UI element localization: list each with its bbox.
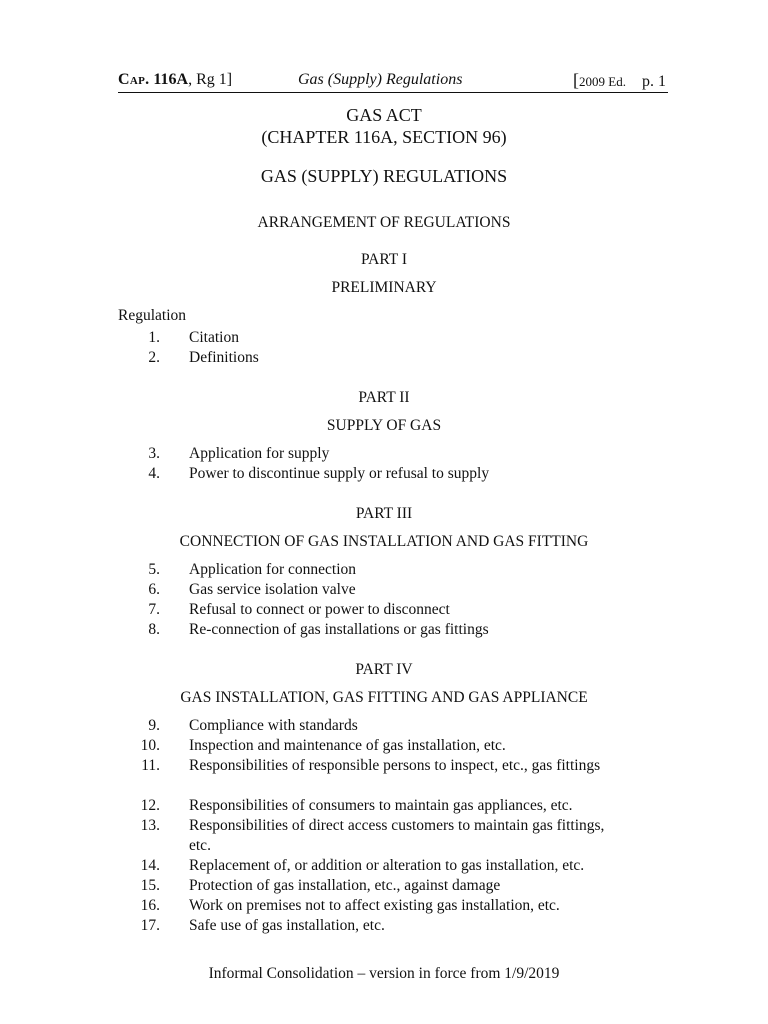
act-title: GAS ACT (346, 105, 422, 125)
part-heading: PRELIMINARY (331, 279, 437, 296)
toc-list-part-1 (0, 328, 768, 368)
part-heading: CONNECTION OF GAS INSTALLATION AND GAS FITTING (179, 533, 589, 550)
part-label: PART III (355, 505, 413, 522)
toc-item: 6. Gas service isolation valve (148, 581, 356, 598)
toc-list-part-3 (0, 560, 768, 640)
header-title: Gas (Supply) Regulations (298, 71, 463, 88)
toc-item: 1. Citation (148, 329, 239, 346)
toc-item: 2. Definitions (148, 349, 259, 366)
toc-list-part-2 (0, 444, 768, 484)
toc-item: 5. Application for connection (148, 561, 357, 578)
regulation-column-label: Regulation (118, 307, 187, 324)
toc-item: 9. Compliance with standards (148, 717, 358, 734)
regulations-title: GAS (SUPPLY) REGULATIONS (260, 166, 508, 186)
toc-item: 14. Replacement of, or addition or alteration to gas installation, etc. (140, 857, 585, 874)
toc-item: 11. Responsibilities of responsible persons to inspect, etc., gas fittings (141, 757, 601, 774)
running-header (118, 70, 668, 93)
part-label: PART II (358, 389, 410, 406)
toc-item: 13. Responsibilities of direct access customers to maintain gas fittings, etc. (140, 817, 605, 854)
toc-list-part-4 (0, 716, 768, 936)
arrangement-heading: ARRANGEMENT OF REGULATIONS (257, 214, 511, 231)
toc-item: 3. Application for supply (148, 445, 330, 462)
toc-item: 4. Power to discontinue supply or refusal to supply (148, 465, 490, 482)
act-chapter: (CHAPTER 116A, SECTION 96) (261, 127, 507, 147)
toc-item: 12. Responsibilities of consumers to maintain gas appliances, etc. (140, 797, 573, 814)
footer-consolidation-note: Informal Consolidation – version in force from 1/9/2019 (208, 965, 560, 982)
part-heading: GAS INSTALLATION, GAS FITTING AND GAS APPLIANCE (180, 689, 588, 706)
chapter-reference: Cap. 116A, Rg 1] (118, 71, 233, 88)
part-heading: SUPPLY OF GAS (326, 417, 442, 434)
toc-item: 16. Work on premises not to affect existing gas installation, etc. (140, 897, 560, 914)
page-number: p. 1 (642, 73, 666, 90)
edition-page: [2009 Ed. p. 1 (573, 70, 666, 90)
toc-item: 7. Refusal to connect or power to disconnect (148, 601, 450, 618)
toc-item: 15. Protection of gas installation, etc., against damage (140, 877, 501, 894)
part-label: PART I (360, 251, 408, 268)
part-label: PART IV (355, 661, 413, 678)
toc-item: 8. Re-connection of gas installations or gas fittings (148, 621, 489, 638)
toc-item: 10. Inspection and maintenance of gas installation, etc. (140, 737, 506, 754)
toc-item: 17. Safe use of gas installation, etc. (140, 917, 385, 934)
